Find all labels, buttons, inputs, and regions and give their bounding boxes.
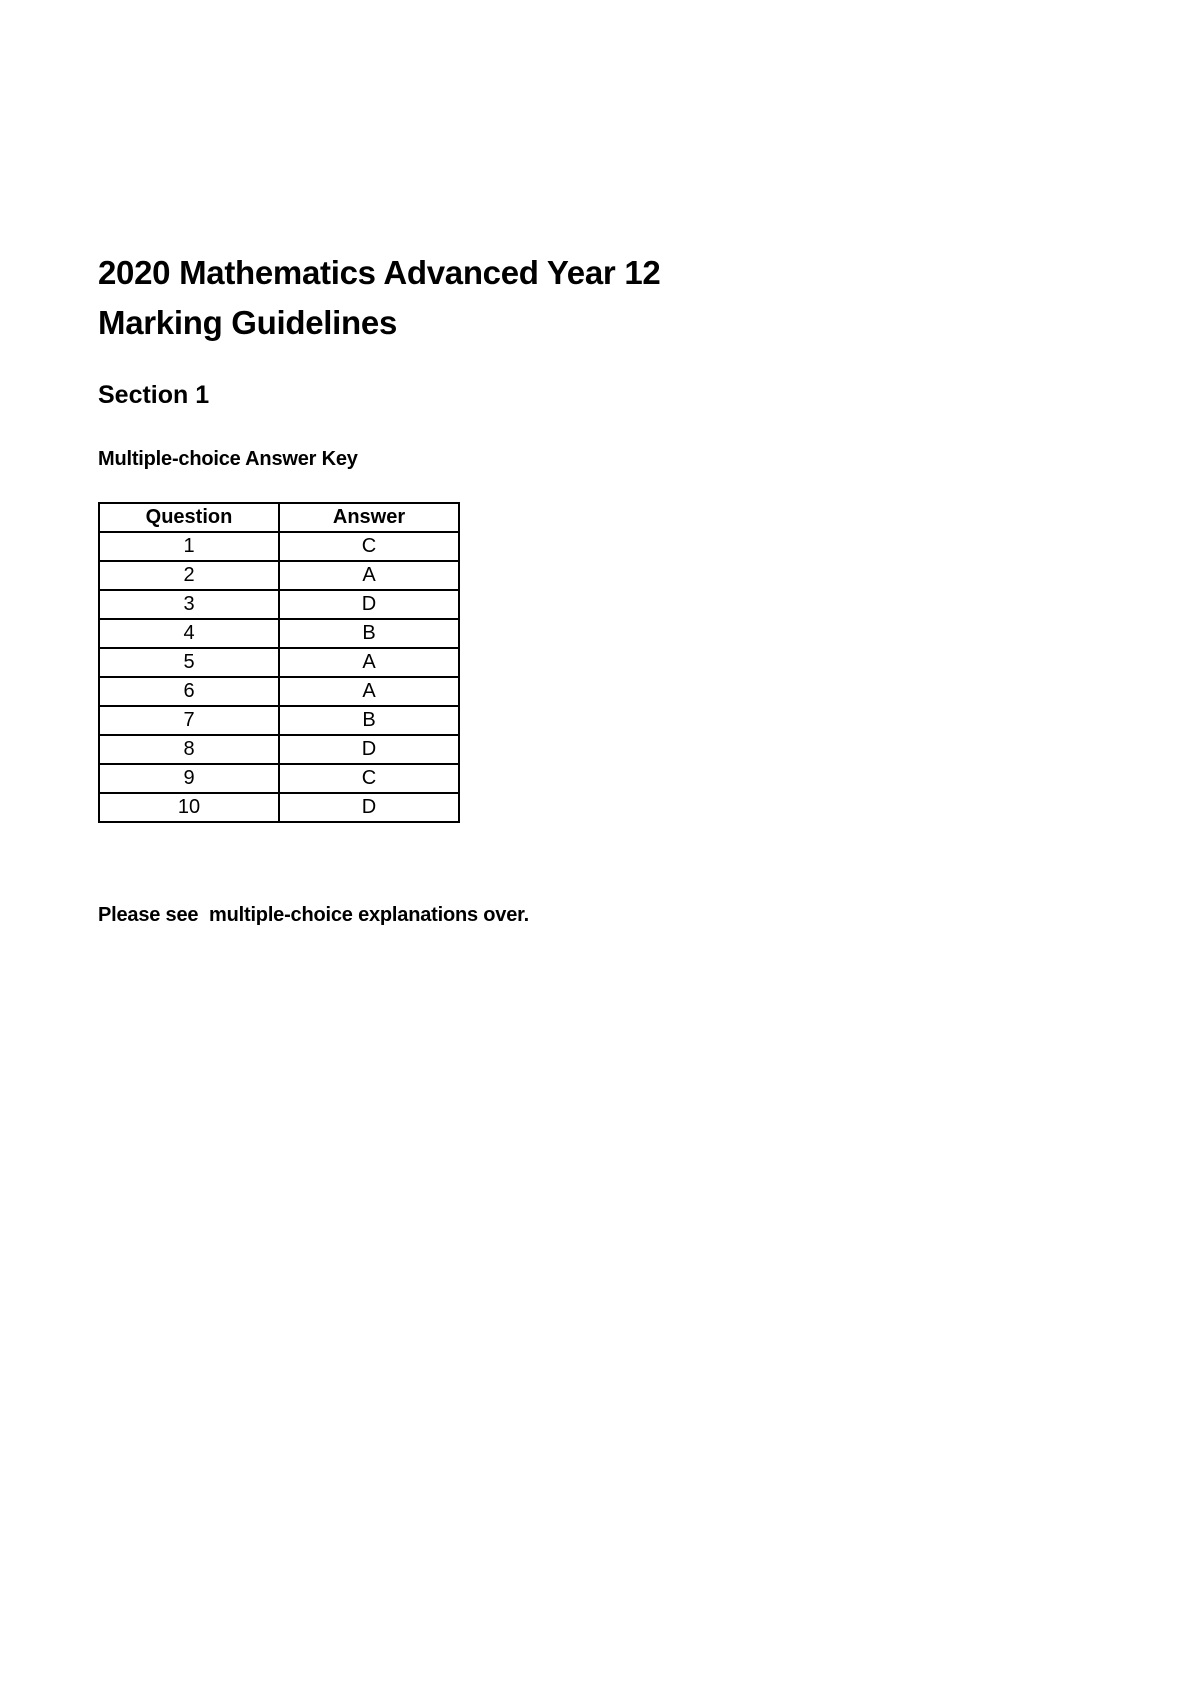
table-row <box>99 590 459 619</box>
answer-cell: D <box>279 793 459 822</box>
explanations-note: Please see multiple-choice explanations over. <box>98 904 529 926</box>
answer-cell: D <box>279 590 459 619</box>
title-line-1: 2020 Mathematics Advanced Year 12 <box>98 254 661 291</box>
table-row <box>99 561 459 590</box>
question-number-cell: 9 <box>99 764 279 793</box>
answer-key-table <box>98 502 460 823</box>
table-header-row <box>99 503 459 532</box>
table-body <box>99 532 459 822</box>
answer-cell: B <box>279 619 459 648</box>
document-title <box>98 248 660 348</box>
question-number-cell: 4 <box>99 619 279 648</box>
table-row <box>99 532 459 561</box>
answer-cell: C <box>279 532 459 561</box>
question-number-cell: 7 <box>99 706 279 735</box>
table-header <box>99 503 459 532</box>
section-heading: Section 1 <box>98 381 210 409</box>
question-column-header: Question <box>99 503 279 532</box>
question-number-cell: 6 <box>99 677 279 706</box>
table-row <box>99 793 459 822</box>
answer-key-heading: Multiple-choice Answer Key <box>98 448 358 470</box>
table-row <box>99 706 459 735</box>
title-line-2: Marking Guidelines <box>98 304 397 341</box>
answer-cell: D <box>279 735 459 764</box>
question-number-cell: 8 <box>99 735 279 764</box>
table-row <box>99 648 459 677</box>
table-row <box>99 735 459 764</box>
answer-cell: C <box>279 764 459 793</box>
answer-cell: A <box>279 648 459 677</box>
answer-cell: A <box>279 677 459 706</box>
answer-column-header: Answer <box>279 503 459 532</box>
table-row <box>99 677 459 706</box>
question-number-cell: 3 <box>99 590 279 619</box>
question-number-cell: 10 <box>99 793 279 822</box>
question-number-cell: 2 <box>99 561 279 590</box>
question-number-cell: 5 <box>99 648 279 677</box>
table-row <box>99 764 459 793</box>
answer-cell: A <box>279 561 459 590</box>
question-number-cell: 1 <box>99 532 279 561</box>
answer-cell: B <box>279 706 459 735</box>
table-row <box>99 619 459 648</box>
